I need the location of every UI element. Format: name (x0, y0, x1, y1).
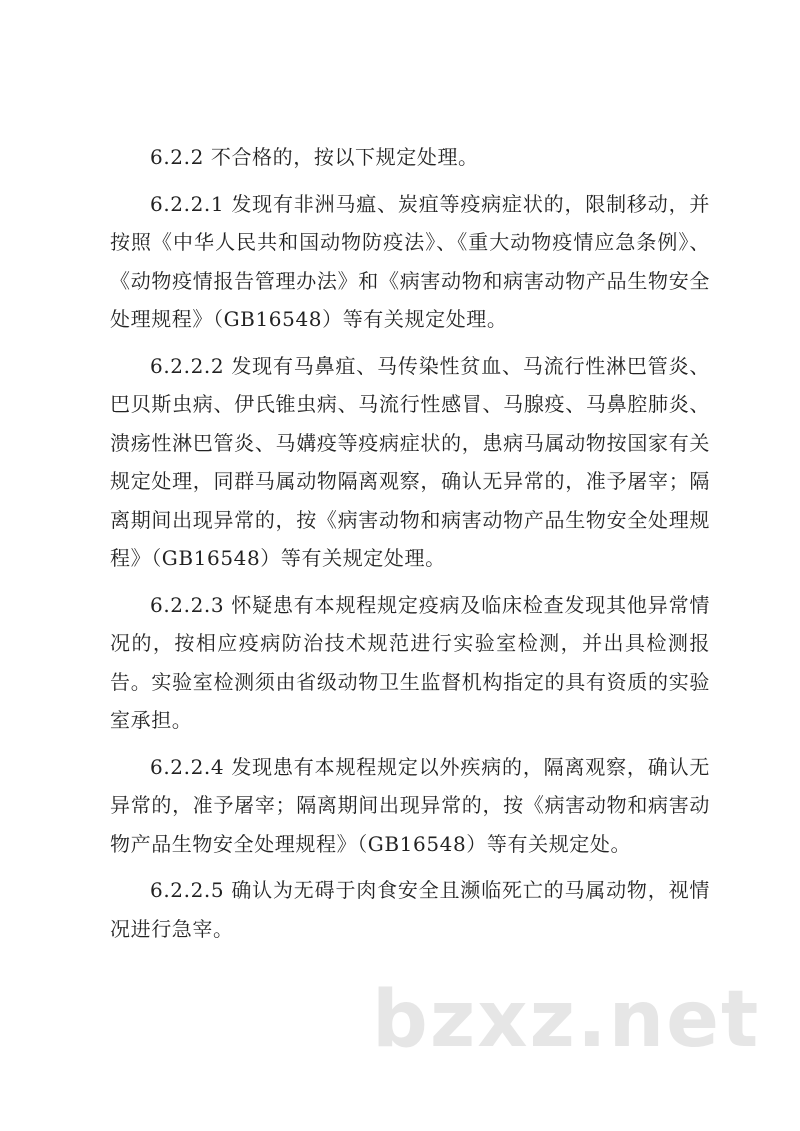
paragraph-6-2-2-5: 6.2.2.5 确认为无碍于肉食安全且濒临死亡的马属动物，视情况进行急宰。 (110, 878, 710, 941)
paragraph-6-2-2: 6.2.2 不合格的，按以下规定处理。 (150, 145, 479, 169)
paragraph-6-2-2-2: 6.2.2.2 发现有马鼻疽、马传染性贫血、马流行性淋巴管炎、巴贝斯虫病、伊氏锥虫病、马流行性感冒、马腺疫、马鼻腔肺炎、溃疡性淋巴管炎、马媾疫等疫病症状的，患病马属动物按国家有关规定处理，同群马属动物隔离观察，确认无异常的，准予屠宰；隔离期间出现异常的，按《病害动物和病害动物产品生物安全处理规程》（GB16548）等有关规定处理。 (110, 353, 710, 570)
document-body (110, 138, 710, 956)
watermark: bzxz.net (372, 975, 761, 1065)
paragraph-6-2-2-1: 6.2.2.1 发现有非洲马瘟、炭疽等疫病症状的，限制移动，并按照《中华人民共和国动物防疫法》、《重大动物疫情应急条例》、《动物疫情报告管理办法》和《病害动物和病害动物产品生物安全处理规程》（GB16548）等有关规定处理。 (110, 191, 710, 331)
paragraph-6-2-2-4: 6.2.2.4 发现患有本规程规定以外疾病的，隔离观察，确认无异常的，准予屠宰；隔离期间出现异常的，按《病害动物和病害动物产品生物安全处理规程》（GB16548）等有关规定处。 (110, 754, 710, 856)
paragraph-6-2-2-3: 6.2.2.3 怀疑患有本规程规定疫病及临床检查发现其他异常情况的，按相应疫病防治技术规范进行实验室检测，并出具检测报告。实验室检测须由省级动物卫生监督机构指定的具有资质的实验室承担。 (110, 592, 710, 732)
